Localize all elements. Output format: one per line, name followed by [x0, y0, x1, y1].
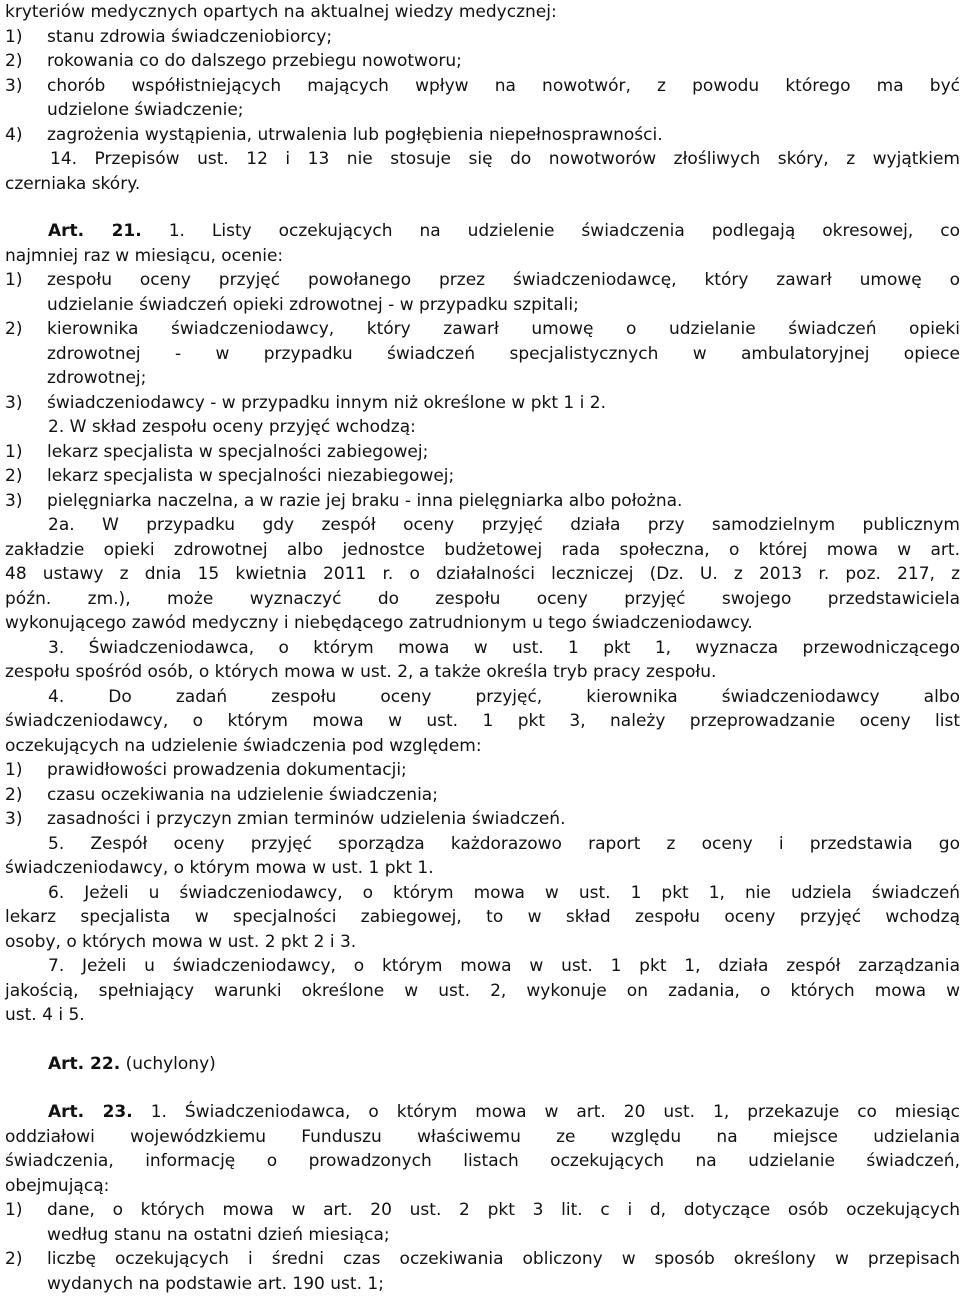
paragraph-text: 6. Jeżeli u świadczeniodawcy, o którym mowa w ust. 1 pkt 1, nie udziela świadczeń	[48, 882, 960, 903]
article-heading: Art. 21.	[48, 221, 142, 241]
paragraph-text: (uchylony)	[125, 1053, 216, 1074]
paragraph-text: późn. zm.), może wyznaczyć do zespołu oceny przyjęć swojego przedstawiciela	[5, 588, 960, 609]
paragraph-text: 1. Świadczeniodawca, o którym mowa w art. 20 ust. 1, przekazuje co miesiąc	[150, 1102, 960, 1122]
item-number: 1)	[5, 1200, 23, 1220]
item-text: lekarz specjalista w specjalności niezabiegowej;	[47, 466, 455, 486]
paragraph-text: zespołu spośród osób, o których mowa w ust. 2, a także określa tryb pracy zespołu.	[5, 662, 717, 682]
paragraph-text: osoby, o których mowa w ust. 2 pkt 2 i 3.	[5, 931, 357, 952]
item-number: 1)	[5, 26, 23, 47]
item-text: zdrowotnej;	[47, 368, 147, 388]
list-item	[5, 391, 960, 416]
item-number: 2)	[5, 51, 23, 71]
list-item	[5, 783, 960, 808]
paragraph-text: 1. Listy oczekujących na udzielenie świadczenia podlegają okresowej, co	[168, 221, 960, 241]
item-number: 1)	[5, 270, 23, 290]
item-number: 3)	[5, 392, 23, 413]
item-text: według stanu na ostatni dzień miesiąca;	[47, 1224, 390, 1245]
paragraph-text: jakością, spełniający warunki określone w ust. 2, wykonuje on zadania, o których mowa w	[5, 980, 960, 1001]
paragraph-text: 3. Świadczeniodawca, o którym mowa w ust. 1 pkt 1, wyznacza przewodniczącego	[48, 637, 960, 658]
paragraph-text: 7. Jeżeli u świadczeniodawcy, o którym mowa w ust. 1 pkt 1, działa zespół zarządzania	[48, 956, 960, 976]
paragraph-text: 2. W skład zespołu oceny przyjęć wchodzą:	[48, 417, 416, 437]
item-number: 4)	[5, 124, 23, 145]
paragraph-text: wykonującego zawód medyczny i niebędącego zatrudnionym u tego świadczeniodawcy.	[5, 613, 753, 633]
paragraph-text: 5. Zespół oceny przyjęć sporządza każdorazowo raport z oceny i przedstawia go	[48, 833, 960, 854]
item-text: świadczeniodawcy - w przypadku innym niż określone w pkt 1 i 2.	[47, 392, 606, 413]
list-item	[5, 440, 960, 465]
item-number: 2)	[5, 1249, 23, 1269]
article-heading: Art. 22.	[48, 1053, 121, 1074]
item-number: 1)	[5, 441, 23, 462]
item-number: 2)	[5, 784, 23, 805]
item-text: stanu zdrowia świadczeniobiorcy;	[47, 26, 333, 47]
item-number: 2)	[5, 319, 23, 339]
list-item	[5, 464, 960, 489]
paragraph-text: zakładzie opieki zdrowotnej albo jednostce budżetowej rada społeczna, o której mowa w art.	[5, 539, 960, 560]
item-text: zagrożenia wystąpienia, utrwalenia lub pogłębienia niepełnosprawności.	[47, 124, 663, 145]
item-number: 3)	[5, 75, 23, 96]
paragraph-text: ust. 4 i 5.	[5, 1005, 85, 1025]
item-text: udzielanie świadczeń opieki zdrowotnej - w przypadku szpitali;	[47, 294, 579, 315]
article-heading: Art. 23.	[48, 1102, 133, 1122]
item-text: liczbę oczekujących i średni czas oczekiwania obliczony w sposób określony w przepisach	[47, 1249, 960, 1269]
paragraph-text: lekarz specjalista w specjalności zabiegowej, to w skład zespołu oceny przyjęć wchodzą	[5, 907, 960, 927]
art22-paragraph	[5, 1052, 960, 1077]
item-text: czasu oczekiwania na udzielenie świadczenia;	[47, 784, 438, 805]
paragraph-text: najmniej raz w miesiącu, ocenie:	[5, 245, 284, 266]
item-number: 1)	[5, 760, 23, 780]
paragraph-text: oddziałowi wojewódzkiemu Funduszu właściwemu ze względu na miejsce udzielania	[5, 1126, 960, 1147]
item-text: zasadności i przyczyn zmian terminów udzielenia świadczeń.	[47, 809, 566, 829]
item-text: zespołu oceny przyjęć powołanego przez świadczeniodawcę, który zawarł umowę o	[47, 270, 960, 290]
list-item	[5, 489, 960, 514]
intro-line: kryteriów medycznych opartych na aktualnej wiedzy medycznej:	[5, 2, 557, 22]
item-number: 3)	[5, 809, 23, 829]
item-text: lekarz specjalista w specjalności zabiegowej;	[47, 441, 429, 462]
item-text: zdrowotnej - w przypadku świadczeń specjalistycznych w ambulatoryjnej opiece	[47, 343, 960, 364]
paragraph-14-line: 14. Przepisów ust. 12 i 13 nie stosuje się do nowotworów złośliwych skóry, z wyjątkiem	[50, 149, 960, 169]
paragraph-text: świadczeniodawcy, o którym mowa w ust. 1 pkt 1.	[5, 858, 434, 878]
paragraph-text: świadczenia, informację o prowadzonych listach oczekujących na udzielanie świadczeń,	[5, 1151, 960, 1171]
list-item	[5, 25, 960, 50]
item-text: dane, o których mowa w art. 20 ust. 2 pkt 3 lit. c i d, dotyczące osób oczekujących	[47, 1200, 960, 1220]
list-item	[5, 317, 960, 391]
list-item	[5, 1247, 960, 1296]
item-text: pielęgniarka naczelna, a w razie jej braku - inna pielęgniarka albo położna.	[47, 490, 683, 511]
list-item	[5, 807, 960, 832]
paragraph-text: 4. Do zadań zespołu oceny przyjęć, kierownika świadczeniodawcy albo	[48, 686, 960, 707]
list-item	[5, 49, 960, 74]
item-body	[47, 1198, 960, 1247]
paragraph-14-line: czerniaka skóry.	[5, 173, 141, 194]
item-number: 3)	[5, 490, 23, 511]
art23-para1	[5, 1100, 960, 1125]
item-body	[47, 317, 960, 391]
item-number: 2)	[5, 466, 23, 486]
item-text: prawidłowości prowadzenia dokumentacji;	[47, 760, 407, 780]
paragraph-text: obejmującą:	[5, 1175, 110, 1196]
item-text: chorób współistniejących mających wpływ na nowotwór, z powodu którego ma być	[47, 75, 960, 96]
paragraph-text: świadczeniodawcy, o którym mowa w ust. 1 pkt 3, należy przeprowadzanie oceny list	[5, 711, 960, 731]
list-item	[5, 74, 960, 123]
item-body	[47, 1247, 960, 1296]
paragraph-text: 2a. W przypadku gdy zespół oceny przyjęć działa przy samodzielnym publicznym	[48, 515, 960, 535]
paragraph-text: oczekujących na udzielenie świadczenia pod względem:	[5, 735, 482, 756]
list-item	[5, 123, 960, 148]
paragraph-text: 48 ustawy z dnia 15 kwietnia 2011 r. o działalności leczniczej (Dz. U. z 2013 r. poz. 217, z	[5, 564, 960, 584]
list-item	[5, 1198, 960, 1247]
item-body	[47, 74, 960, 123]
item-body	[47, 268, 960, 317]
art21-para1	[5, 219, 960, 244]
list-item	[5, 268, 960, 317]
list-item	[5, 758, 960, 783]
item-text: kierownika świadczeniodawcy, który zawarł umowę o udzielanie świadczeń opieki	[47, 319, 960, 339]
item-text: rokowania co do dalszego przebiegu nowotworu;	[47, 51, 462, 71]
item-text: udzielone świadczenie;	[47, 100, 244, 120]
item-text: wydanych na podstawie art. 190 ust. 1;	[47, 1273, 384, 1294]
